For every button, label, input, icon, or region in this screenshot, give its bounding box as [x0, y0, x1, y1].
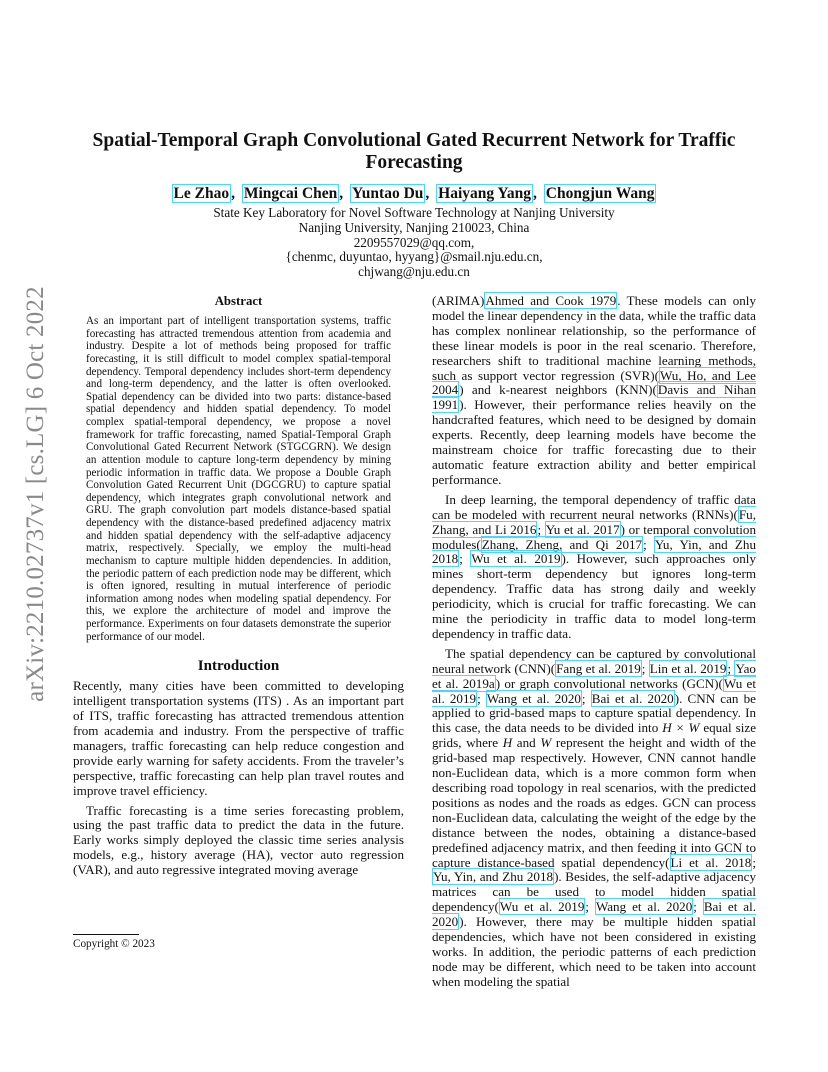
footnote-rule [73, 934, 139, 935]
section-heading-introduction: Introduction [197, 658, 280, 675]
citation-link[interactable]: Ahmed and Cook 1979 [485, 293, 617, 308]
math-expression: W [540, 735, 552, 751]
body-paragraph: In deep learning, the temporal dependency of traffic data can be modeled with recurrent neural networks (RNNs)(Fu, Zhang, and Li 2016; Yu et al. 2017) or temporal convolution modules(Zhang, Zheng, and Qi 2017; Yu, Yin, and Zhu 2018; Wu et al. 2019). However, such approaches only mines short-term dependency but ignores long-term dependency. Traffic data has strong daily and weekly periodicity, which is crucial for traffic forecasting. We can mine the periodicity in traffic data to model long-term dependency in traffic data. [432, 491, 756, 641]
intro-paragraph: Recently, many cities have been committed to developing intelligent transportation systems (ITS) . As an important part of ITS, traffic forecasting has attracted tremendous attention from academia and industry. From the perspective of traffic managers, traffic forecasting can help reduce congestion and provide early warning for safety accidents. From the traveler’s perspective, traffic forecasting can help plan travel routes and improve travel efficiency. [73, 678, 404, 798]
citation-link[interactable]: Davis and Nihan 1991 [432, 382, 756, 413]
citation-link[interactable]: Wu et al. 2019 [471, 551, 561, 567]
citation-link[interactable]: Wu et al. 2019 [432, 675, 756, 706]
affiliation-block [80, 206, 748, 280]
citation-link[interactable]: Wu, Ho, and Lee 2004 [432, 367, 756, 398]
math-expression: H [502, 735, 513, 751]
citation-link[interactable]: Yu, Yin, and Zhu 2018 [432, 536, 756, 567]
abstract-text: As an important part of intelligent transportation systems, traffic forecasting has attracted tremendous attention from academia and industry. Despite a lot of methods being proposed for traffic forecasting, it is still difficult to model complex spatial-temporal dependency. Temporal dependency includes short-term dependency and long-term dependency, and the latter is often overlooked. Spatial dependency can be divided into two parts: distance-based spatial dependency and hidden spatial dependency. To model complex spatial-temporal dependency, we propose a novel framework for traffic forecasting, named Spatial-Temporal Graph Convolutional Gated Recurrent Network (STGCGRN). We design an attention module to capture long-term dependency by mining periodic information in traffic data. We propose a Double Graph Convolution Gated Recurrent Unit (DGCGRU) to capture spatial dependency, which integrates graph convolutional network and GRU. The graph convolution part models distance-based spatial dependency with the distance-based predefined adjacency matrix and hidden spatial dependency with the self-adaptive adjacency matrix, respectively. Specially, we employ the multi-head mechanism to capture multiple hidden dependencies. In addition, the periodic pattern of each prediction node may be different, which is often ignored, resulting in mutual interference of periodic information among nodes when modeling spatial dependency. For this, we explore the architecture of model and improve the performance. Experiments on four datasets demonstrate the superior performance of our model. [86, 315, 391, 643]
author-link[interactable]: Yuntao Du [352, 185, 424, 202]
abstract-heading: Abstract [214, 294, 263, 308]
citation-link[interactable]: Bai et al. 2020 [591, 690, 674, 706]
author-email: 2209557029@qq.com, [353, 234, 475, 250]
citation-link[interactable]: Yu, Yin, and Zhu 2018 [433, 869, 554, 885]
citation-link[interactable]: Yu et al. 2017 [545, 521, 620, 537]
body-paragraph: (ARIMA)Ahmed and Cook 1979. These models can only model the linear dependency in the data, while the traffic data has complex nonlinear relationship, so the performance of these linear models is poor in the real scenario. Therefore, researchers shift to traditional machine learning methods, such as support vector regression (SVR)(Wu, Ho, and Lee 2004) and k-nearest neighbors (KNN)(Davis and Nihan 1991). However, their performance relies heavily on the handcrafted features, which need to be designed by domain experts. Recently, deep learning models have become the mainstream choice for traffic forecasting due to their automatic feature extraction ability and better empirical performance. [432, 293, 756, 487]
citation-link[interactable]: Wang et al. 2020 [486, 690, 581, 706]
citation-link[interactable]: Lin et al. 2019 [649, 660, 727, 676]
author-link[interactable]: Haiyang Yang [438, 185, 532, 202]
author-email: chjwang@nju.edu.cn [358, 264, 470, 280]
author-email: {chenmc, duyuntao, hyyang}@smail.nju.edu.cn, [285, 249, 543, 265]
citation-link[interactable]: Li et al. 2018 [670, 854, 752, 870]
affiliation-line: State Key Laboratory for Novel Software Technology at Nanjing University [213, 205, 615, 220]
left-column [73, 294, 404, 878]
author-link[interactable]: Chongjun Wang [545, 185, 655, 202]
right-column [432, 294, 756, 990]
author-list: Le Zhao , Mingcai Chen , Yuntao Du , Haiyang Yang , Chongjun Wang [173, 185, 655, 202]
author-link[interactable]: Mingcai Chen [243, 185, 338, 202]
citation-link[interactable]: Wu et al. 2019 [499, 899, 585, 915]
arxiv-identifier-text: arXiv:2210.02737v1 [cs.LG] 6 Oct 2022 [22, 286, 50, 702]
affiliation-line: Nanjing University, Nanjing 210023, China [298, 219, 530, 235]
citation-link[interactable]: Yao et al. 2019a [432, 660, 756, 691]
body-paragraph: The spatial dependency can be captured by convolutional neural network (CNN)(Fang et al. 2019; Lin et al. 2019; Yao et al. 2019a) or graph convolutional networks (GCN)(Wu et al. 2019; Wang et al. 2020; Bai et al. 2020). CNN can be applied to grid-based maps to capture spatial dependency. In this case, the data needs to be divided into H × W equal size grids, where H and W represent the height and width of the grid-based map respectively. However, CNN cannot handle non-Euclidean data, which is a more common form when describing road topology in real scenarios, with the predicted positions as nodes and the roads as edges. GCN can process non-Euclidean data, calculating the weight of the edge by the distance between the nodes, obtaining a distance-based predefined adjacency matrix, and then feeding it into GCN to capture distance-based spatial dependency(Li et al. 2018; Yu, Yin, and Zhu 2018). Besides, the self-adaptive adjacency matrices can be used to model hidden spatial dependency(Wu et al. 2019; Wang et al. 2020; Bai et al. 2020). However, there may be multiple hidden spatial dependencies, which have not been considered in existing works. In addition, the periodic patterns of each prediction node may be different, which need to be taken into account when modeling the spatial [432, 645, 757, 989]
paper-title: Spatial-Temporal Graph Convolutional Gated Recurrent Network for Traffic Forecasting [92, 130, 736, 173]
author-link[interactable]: Le Zhao [173, 185, 230, 202]
arxiv-identifier [18, 286, 54, 702]
citation-link[interactable]: Zhang, Zheng, and Qi 2017 [481, 536, 643, 552]
math-expression: H × W [662, 720, 700, 736]
citation-link[interactable]: Wang et al. 2020 [595, 899, 693, 915]
citation-link[interactable]: Bai et al. 2020 [432, 899, 756, 930]
citation-link[interactable]: Fu, Zhang, and Li 2016 [432, 506, 756, 537]
copyright-notice: Copyright © 2023 [73, 938, 155, 950]
intro-paragraph: Traffic forecasting is a time series forecasting problem, using the past traffic data to predict the data in the future. Early works simply deployed the classic time series analysis models, e.g., history average (HA), vector auto regression (VAR), and auto regressive integrated moving average [73, 802, 404, 878]
citation-link[interactable]: Fang et al. 2019 [556, 660, 641, 676]
